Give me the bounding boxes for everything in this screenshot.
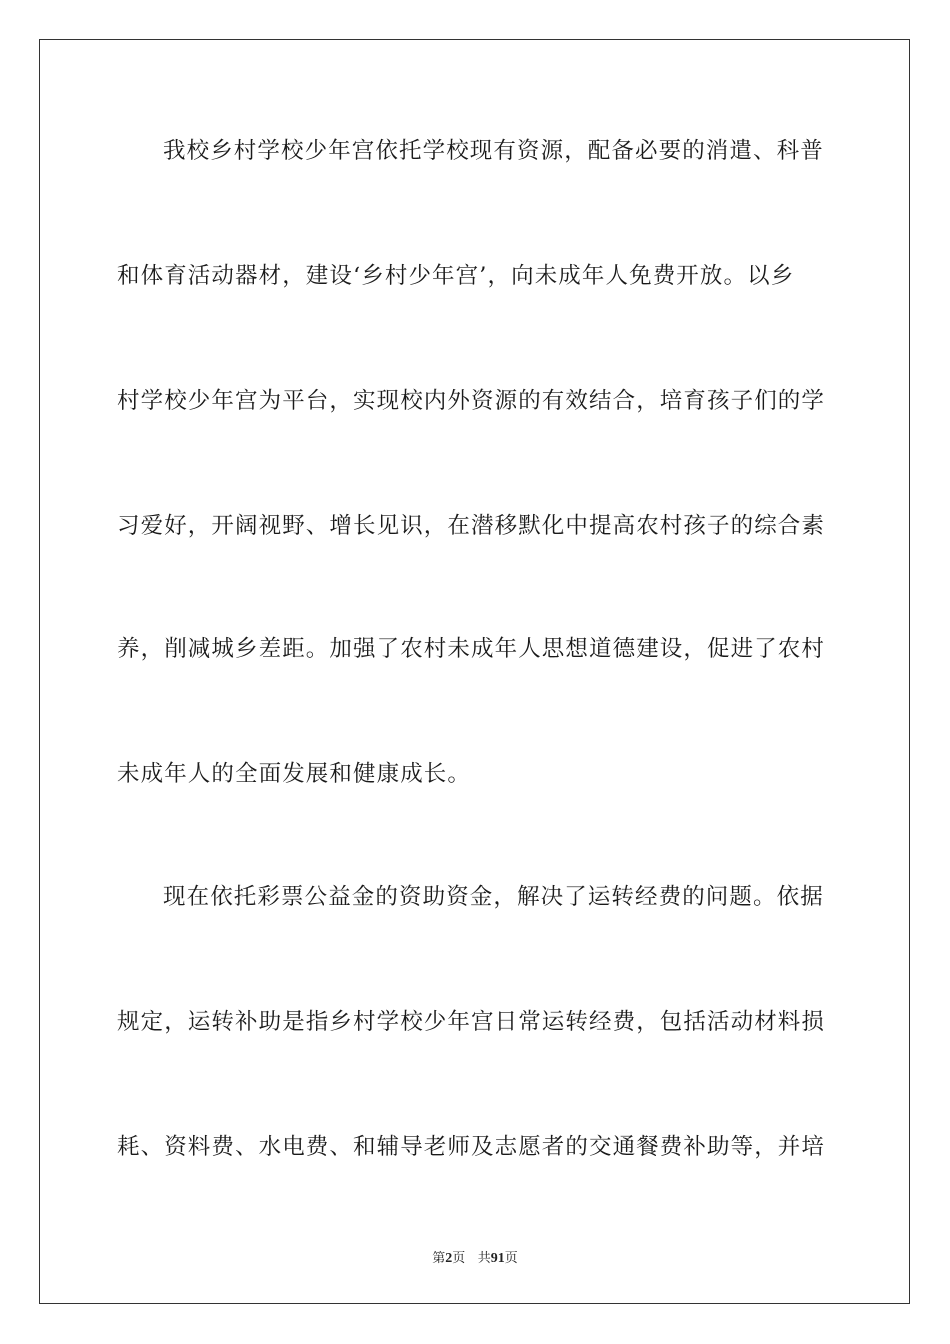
- page-frame: [39, 39, 910, 1304]
- text-line: 村学校少年宫为平台，实现校内外资源的有效结合，培育孩子们的学: [117, 388, 826, 414]
- footer-prefix: 第: [432, 1251, 446, 1266]
- footer-page-suffix: 页: [452, 1251, 466, 1266]
- text-line: 规定，运转补助是指乡村学校少年宫日常运转经费，包括活动材料损: [117, 1009, 826, 1035]
- total-page-count: 91: [490, 1251, 505, 1266]
- page-footer: [0, 1247, 950, 1267]
- text-line: 耗、资料费、水电费、和辅导老师及志愿者的交通餐费补助等，并培: [117, 1134, 826, 1160]
- text-line: 现在依托彩票公益金的资助资金，解决了运转经费的问题。依据: [163, 884, 824, 910]
- text-line: 和体育活动器材，建设‘乡村少年宫’，向未成年人免费开放。以乡: [117, 263, 795, 289]
- footer-total-prefix: 共: [477, 1251, 491, 1266]
- text-line: 未成年人的全面发展和健康成长。: [117, 761, 472, 787]
- text-line: 养，削减城乡差距。加强了农村未成年人思想道德建设，促进了农村: [117, 636, 826, 662]
- text-line: 我校乡村学校少年宫依托学校现有资源，配备必要的消遣、科普: [163, 138, 824, 164]
- text-line: 习爱好，开阔视野、增长见识，在潜移默化中提高农村孩子的综合素: [117, 513, 826, 539]
- current-page-number: 2: [445, 1251, 453, 1266]
- footer-total-suffix: 页: [504, 1251, 518, 1266]
